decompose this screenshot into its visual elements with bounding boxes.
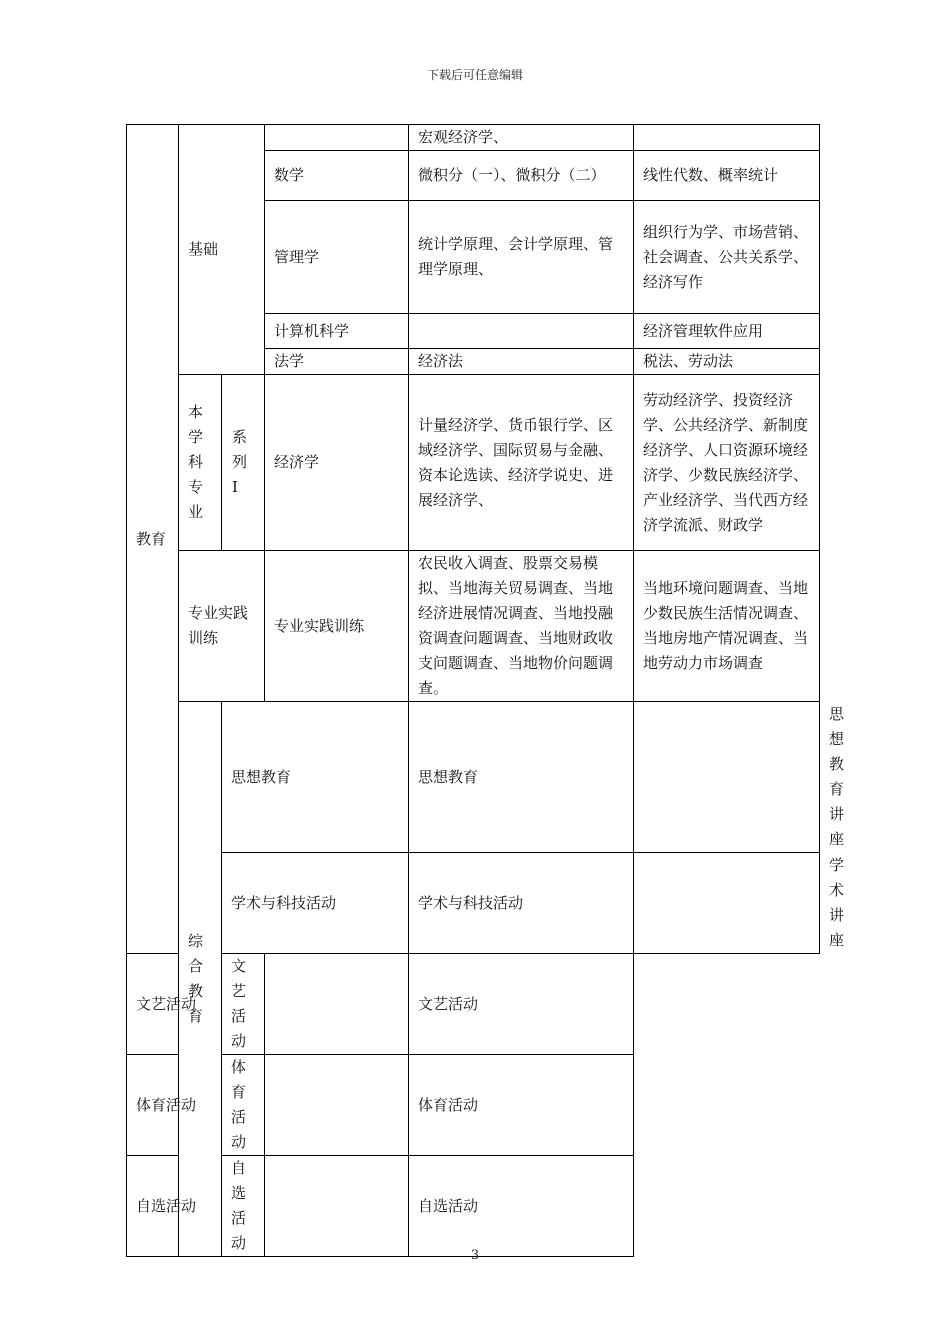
elective-course-cell: 当地环境问题调查、当地少数民族生活情况调查、当地房地产情况调查、当地劳动力市场调查 [634, 551, 820, 702]
table-row [127, 954, 820, 1055]
series-char: 列 [232, 453, 248, 471]
subject-cell: 法学 [265, 349, 409, 375]
subject-cell: 体育活动 [222, 1055, 265, 1156]
core-course-cell: 农民收入调查、股票交易模拟、当地海关贸易调查、当地经济进展情况调查、当地投融资调查问题调查、当地财政收支问题调查、当地物价问题调查。 [409, 551, 634, 702]
page-number: 3 [470, 1248, 480, 1263]
core-course-cell: 计量经济学、货币银行学、区域经济学、国际贸易与金融、资本论选读、经济学说史、进展经济学、 [409, 375, 634, 551]
elective-course-cell: 组织行为学、市场营销、社会调查、公共关系学、经济写作 [634, 201, 820, 314]
major-char: 业 [188, 503, 204, 521]
core-course-cell: 经济法 [409, 349, 634, 375]
table-row [127, 1055, 820, 1156]
subject-cell: 管理学 [265, 201, 409, 314]
category-practice-cell: 专业实践训练 [179, 551, 265, 702]
subject-cell: 思想教育 [409, 702, 634, 853]
table-row [127, 375, 820, 551]
table-row: 学术与科技活动 学术与科技活动 学术讲座 [127, 853, 820, 954]
subject-cell: 专业实践训练 [265, 551, 409, 702]
subject-cell: 自选活动 [222, 1156, 265, 1257]
curriculum-table [126, 124, 845, 1257]
major-char: 本 [188, 403, 204, 421]
elective-course-cell: 文艺活动 [409, 954, 634, 1055]
activity-category-cell: 体育活动 [127, 1055, 222, 1156]
elective-course-cell: 体育活动 [409, 1055, 634, 1156]
subject-cell: 文艺活动 [222, 954, 265, 1055]
activity-category-cell: 自选活动 [127, 1156, 222, 1257]
core-course-cell [265, 1156, 409, 1257]
subject-cell [265, 125, 409, 151]
subject-cell: 计算机科学 [265, 314, 409, 349]
major-char: 学 [188, 428, 204, 446]
subject-cell: 数学 [265, 151, 409, 201]
category-education-cell: 教育 [127, 125, 179, 954]
core-course-cell [265, 954, 409, 1055]
subject-cell: 经济学 [265, 375, 409, 551]
activity-category-cell: 文艺活动 [127, 954, 222, 1055]
elective-course-cell: 税法、劳动法 [634, 349, 820, 375]
table-row [127, 1156, 820, 1257]
activity-category-cell: 学术与科技活动 [222, 853, 409, 954]
elective-course-cell: 自选活动 [409, 1156, 634, 1257]
core-course-cell [265, 1055, 409, 1156]
major-char: 专 [188, 478, 204, 496]
series-char: 系 [232, 428, 248, 446]
page-header: 下载后可任意编辑 [426, 68, 523, 82]
table-row [127, 125, 820, 151]
elective-course-cell [634, 125, 820, 151]
elective-course-cell: 线性代数、概率统计 [634, 151, 820, 201]
category-major-cell [179, 375, 222, 551]
activity-category-cell: 思想教育 [222, 702, 409, 853]
core-course-cell [409, 314, 634, 349]
table-row: 综合教育 思想教育 思想教育 思想教育讲座 [127, 702, 820, 853]
table-row [127, 551, 820, 702]
category-series-cell [222, 375, 265, 551]
core-course-cell: 宏观经济学、 [409, 125, 634, 151]
core-course-cell: 统计学原理、会计学原理、管理学原理、 [409, 201, 634, 314]
elective-course-cell: 劳动经济学、投资经济学、公共经济学、新制度经济学、人口资源环境经济学、少数民族经济学、产业经济学、当代西方经济学流派、财政学 [634, 375, 820, 551]
core-course-cell [634, 853, 820, 954]
core-course-cell [634, 702, 820, 853]
major-char: 科 [188, 453, 204, 471]
subject-cell: 学术与科技活动 [409, 853, 634, 954]
elective-course-cell: 经济管理软件应用 [634, 314, 820, 349]
series-char: Ⅰ [232, 478, 238, 496]
core-course-cell: 微积分（一）、微积分（二） [409, 151, 634, 201]
category-comprehensive-cell: 综合教育 [179, 702, 222, 1257]
category-basic-cell: 基础 [179, 125, 265, 375]
